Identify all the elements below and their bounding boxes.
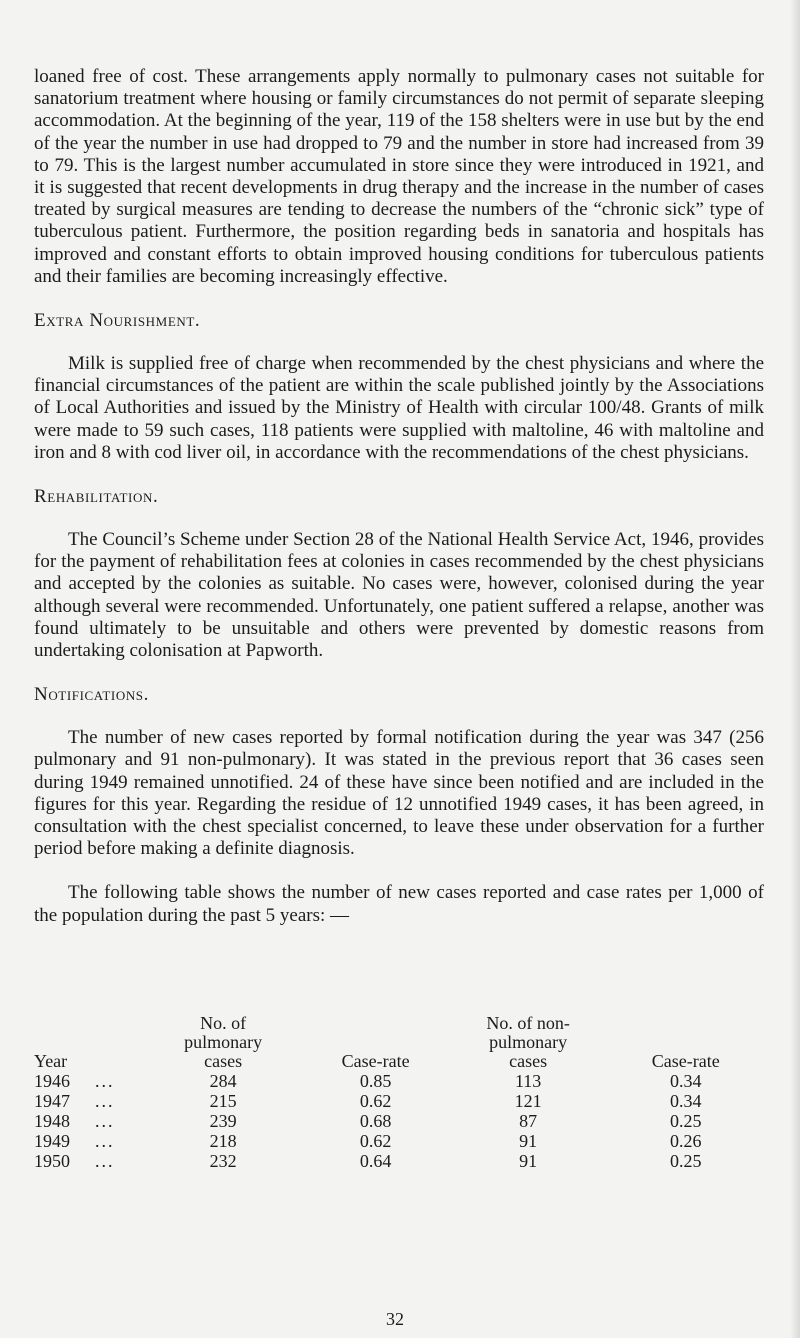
cell-leader: ... bbox=[95, 1150, 115, 1171]
cell-nonpulmonary-cases: 91 bbox=[519, 1130, 538, 1151]
cell-case-rate-2: 0.25 bbox=[669, 1110, 702, 1131]
cell-nonpulmonary-cases: 87 bbox=[519, 1110, 538, 1131]
table-row bbox=[34, 1131, 762, 1151]
header-case-rate-1: Case-rate bbox=[341, 1051, 410, 1071]
cell-pulmonary-cases: 218 bbox=[209, 1130, 237, 1151]
header-pulm-line2: pulmonary bbox=[184, 1032, 263, 1052]
cell-pulmonary-cases: 215 bbox=[209, 1090, 237, 1111]
table-row bbox=[34, 1071, 762, 1091]
paragraph-rehabilitation: The Council’s Scheme under Section 28 of the National Health Service Act, 1946, provides for the payment of rehabilitation fees at colonies in cases recommended by the chest physicians and accepted by the colonies as suitable. No cases were, however, colonised during the year although several were recommended. Unfortunately, one patient suffered a relapse, another was found ultimately to be unsuitable and others were prevented by domestic reasons from undertaking colonisation at Papworth. bbox=[34, 529, 764, 662]
cell-year: 1949 bbox=[34, 1130, 70, 1151]
cell-pulmonary-cases: 239 bbox=[209, 1110, 237, 1131]
header-nonpulmonary-cases bbox=[447, 1014, 610, 1071]
header-pulmonary-cases bbox=[142, 1014, 305, 1071]
cell-pulmonary-cases: 232 bbox=[209, 1150, 237, 1171]
cell-year: 1947 bbox=[34, 1090, 70, 1111]
header-nonpulm-line1: No. of non- bbox=[486, 1013, 570, 1033]
document-page bbox=[34, 66, 764, 927]
cell-year: 1950 bbox=[34, 1150, 70, 1171]
cell-case-rate-1: 0.64 bbox=[359, 1150, 392, 1171]
header-pulm-line3: cases bbox=[204, 1051, 243, 1071]
paragraph-notifications: The number of new cases reported by formal notification during the year was 347 (256 pulmonary and 91 non-pulmonary). It was stated in the previous report that 36 cases seen during 1949 remained unnotified. 24 of these have since been notified and are included in the figures for this year. Regarding the residue of 12 unnotified 1949 cases, it has been agreed, in consultation with the chest specialist concerned, to leave these under observation for a further period before making a definite diagnosis. bbox=[34, 727, 764, 860]
paragraph-table-intro: The following table shows the number of new cases reported and case rates per 1,000 of the population during the past 5 years: — bbox=[34, 882, 764, 926]
page-number: 32 bbox=[386, 1309, 404, 1329]
heading-notifications: Notifications. bbox=[34, 684, 149, 706]
header-nonpulm-line3: cases bbox=[509, 1051, 548, 1071]
cell-case-rate-1: 0.85 bbox=[359, 1070, 392, 1091]
cell-case-rate-2: 0.34 bbox=[669, 1070, 702, 1091]
cell-year: 1948 bbox=[34, 1110, 70, 1131]
table-header-row bbox=[34, 1014, 762, 1071]
cell-leader: ... bbox=[95, 1090, 115, 1111]
table-row bbox=[34, 1111, 762, 1131]
heading-rehabilitation: Rehabilitation. bbox=[34, 486, 159, 508]
table-row bbox=[34, 1091, 762, 1111]
cell-case-rate-1: 0.62 bbox=[359, 1090, 392, 1111]
table-row bbox=[34, 1151, 762, 1171]
header-year: Year bbox=[34, 1051, 68, 1071]
cell-nonpulmonary-cases: 91 bbox=[519, 1150, 538, 1171]
cell-leader: ... bbox=[95, 1110, 115, 1131]
cell-case-rate-2: 0.25 bbox=[669, 1150, 702, 1171]
cell-nonpulmonary-cases: 121 bbox=[514, 1090, 542, 1111]
cell-year: 1946 bbox=[34, 1070, 70, 1091]
header-nonpulm-line2: pulmonary bbox=[489, 1032, 568, 1052]
table-body bbox=[34, 1071, 762, 1171]
cell-leader: ... bbox=[95, 1130, 115, 1151]
cell-case-rate-2: 0.26 bbox=[669, 1130, 702, 1151]
case-rates-table bbox=[34, 1014, 762, 1171]
paragraph-nourishment: Milk is supplied free of charge when recommended by the chest physicians and where the financial circumstances of the patient are within the scale published jointly by the Associations of Local Authorities and issued by the Ministry of Health with circular 100/48. Grants of milk were made to 59 such cases, 118 patients were supplied with maltoline, 46 with maltoline and iron and 8 with cod liver oil, in accordance with the recommendations of the chest physicians. bbox=[34, 353, 764, 463]
cell-leader: ... bbox=[95, 1070, 115, 1091]
page-edge-shadow bbox=[790, 0, 800, 1338]
cell-pulmonary-cases: 284 bbox=[209, 1070, 237, 1091]
header-pulm-line1: No. of bbox=[200, 1013, 247, 1033]
cell-nonpulmonary-cases: 113 bbox=[514, 1070, 542, 1091]
cell-case-rate-2: 0.34 bbox=[669, 1090, 702, 1111]
heading-extra-nourishment: Extra Nourishment. bbox=[34, 310, 201, 332]
paragraph-shelters: loaned free of cost. These arrangements apply normally to pulmonary cases not suitable for sanatorium treatment where housing or family circumstances do not permit of separate sleeping accommodation. At the beginning of the year, 119 of the 158 shelters were in use but by the end of the year the number in use had dropped to 79 and the number in store had increased from 39 to 79. This is the largest number accumulated in store since they were introduced in 1921, and it is suggested that recent developments in drug therapy and the increase in the number of cases treated by surgical measures are tending to decrease the numbers of the “chronic sick” type of tuberculous patient. Furthermore, the position regarding beds in sanatoria and hospitals has improved and constant efforts to obtain improved housing conditions for tuberculous patients and their families are becoming increasingly effective. bbox=[34, 66, 764, 287]
cell-case-rate-1: 0.68 bbox=[359, 1110, 392, 1131]
header-case-rate-2: Case-rate bbox=[651, 1051, 720, 1071]
cell-case-rate-1: 0.62 bbox=[359, 1130, 392, 1151]
